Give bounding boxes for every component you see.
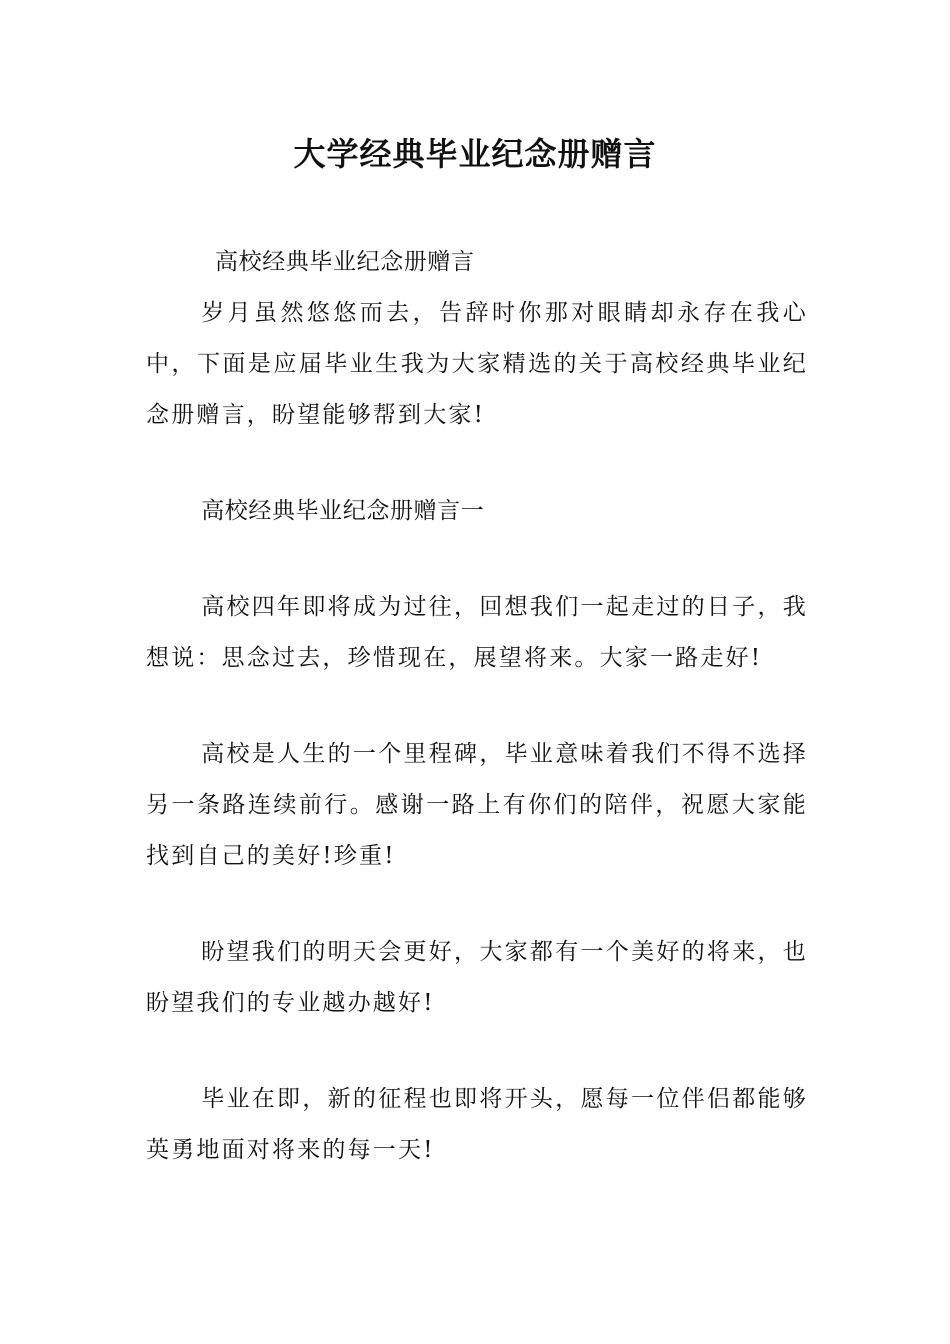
section-heading: 高校经典毕业纪念册赠言一 (201, 498, 485, 524)
intro-subtitle: 高校经典毕业纪念册赠言 (215, 249, 475, 275)
message-paragraph-1: 高校四年即将成为过往，回想我们一起走过的日子，我想说：思念过去，珍惜现在，展望将来。大家一路走好! (146, 594, 808, 671)
message-paragraph-3: 盼望我们的明天会更好，大家都有一个美好的将来，也盼望我们的专业越办越好! (146, 939, 808, 1016)
message-paragraph-4: 毕业在即，新的征程也即将开头，愿每一位伴侣都能够英勇地面对将来的每一天! (146, 1086, 808, 1163)
document-body (146, 237, 808, 1176)
message-paragraph-2: 高校是人生的一个里程碑，毕业意味着我们不得不选择另一条路连续前行。感谢一路上有你们的陪伴，祝愿大家能找到自己的美好!珍重! (146, 741, 808, 869)
document-title: 大学经典毕业纪念册赠言 (293, 135, 657, 173)
intro-paragraph: 岁月虽然悠悠而去，告辞时你那对眼睛却永存在我心中，下面是应届毕业生我为大家精选的关于高校经典毕业纪念册赠言，盼望能够帮到大家! (146, 300, 808, 428)
